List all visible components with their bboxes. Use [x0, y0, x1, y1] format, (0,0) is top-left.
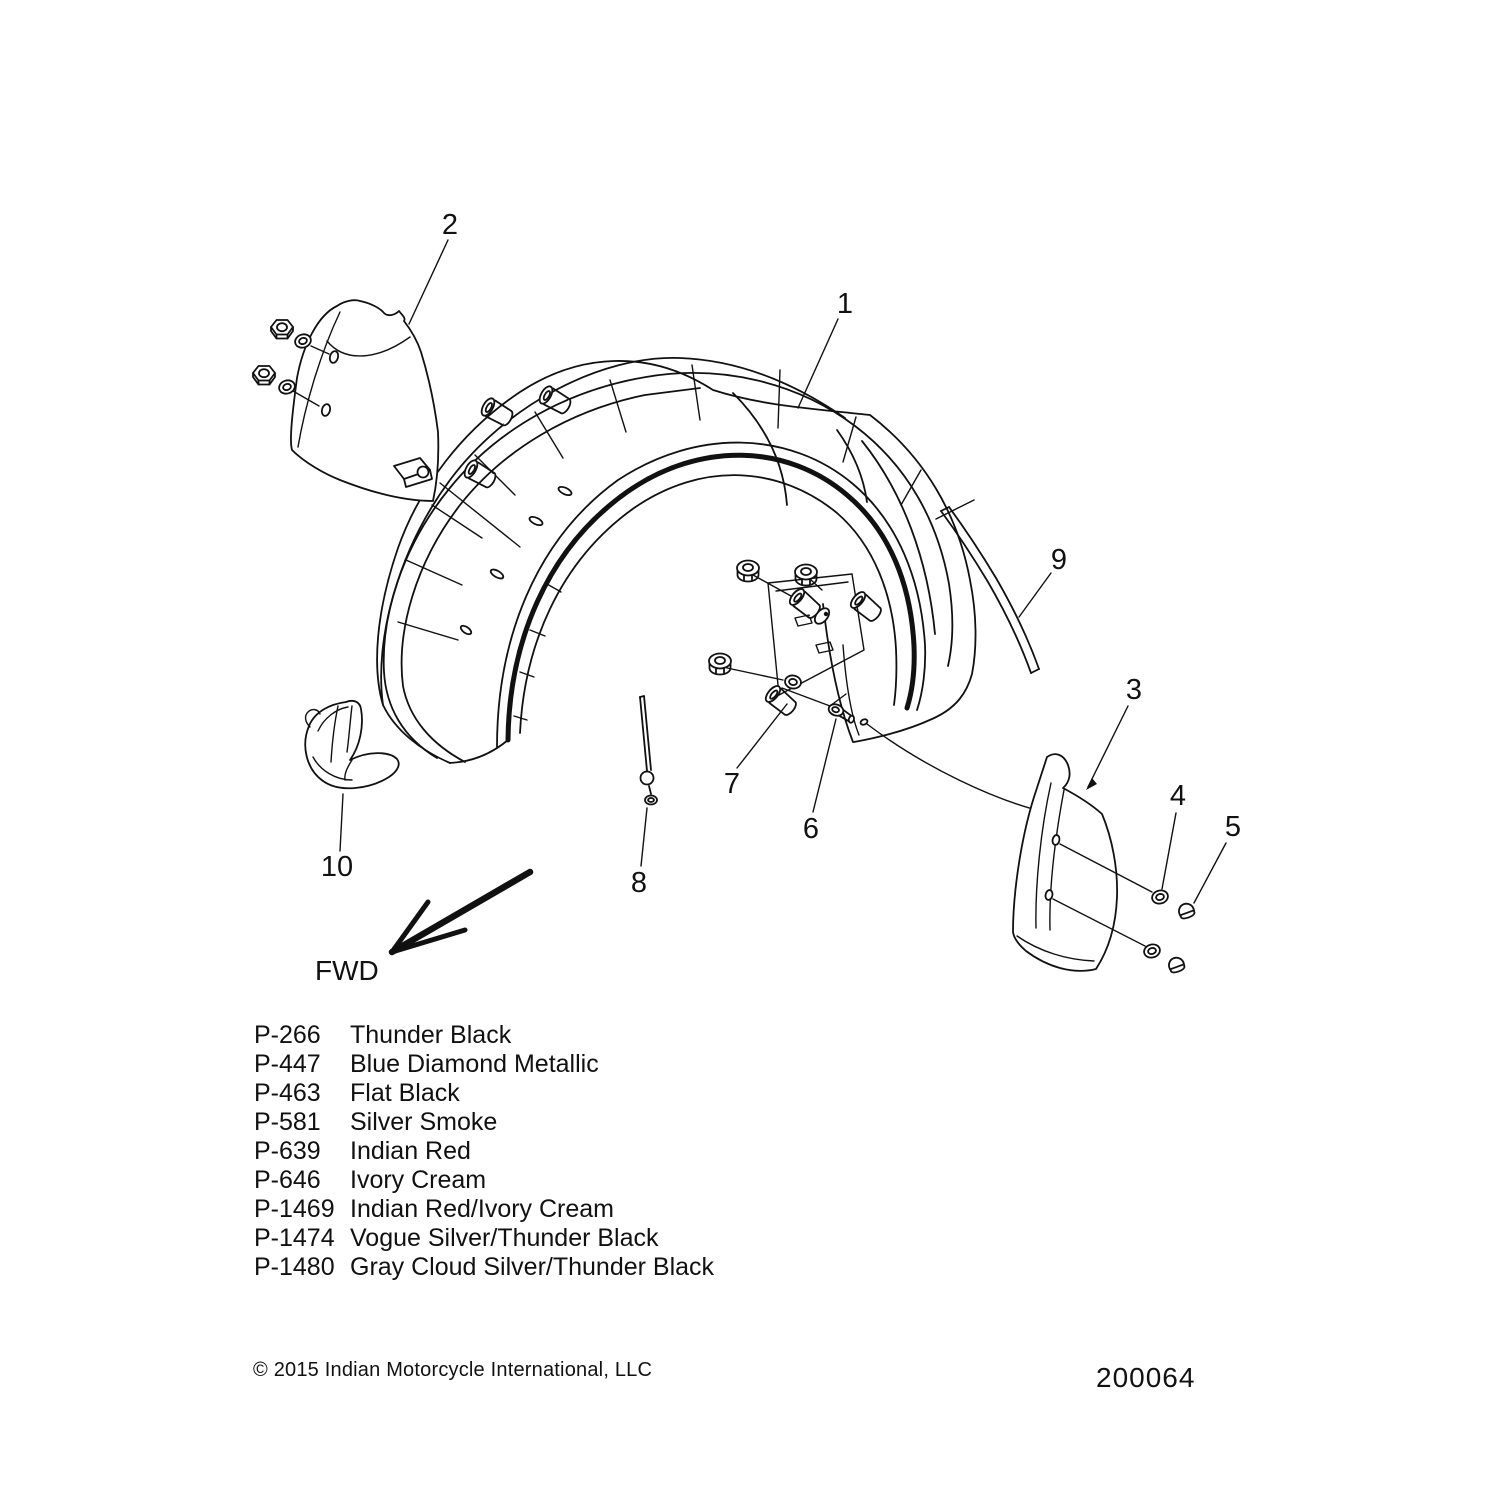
- color-name: Blue Diamond Metallic: [350, 1050, 599, 1078]
- svg-text:8: 8: [630, 867, 648, 899]
- color-code: P-266: [254, 1021, 321, 1049]
- closeout-panel-right: [1013, 754, 1117, 971]
- color-code: P-1474: [254, 1224, 335, 1252]
- callout-6: [803, 719, 836, 845]
- callout-7: [724, 704, 787, 800]
- acorn-nut-item5: [1177, 902, 1196, 920]
- color-name: Ivory Cream: [350, 1166, 487, 1194]
- flange-nut: [709, 654, 731, 675]
- svg-text:2: 2: [441, 209, 459, 241]
- color-option-row: [254, 1195, 714, 1224]
- color-code: P-1469: [254, 1195, 335, 1223]
- callout-3: [1086, 674, 1142, 790]
- callout-2: [409, 209, 458, 324]
- fwd-label: FWD: [315, 955, 379, 986]
- fender-tip-bracket: [305, 701, 398, 788]
- socket-bolt: [479, 396, 515, 428]
- svg-text:10: 10: [320, 851, 354, 883]
- callout-4: [1162, 780, 1186, 889]
- fender-section-lines: [398, 365, 921, 640]
- fender-outer-edge: [377, 361, 975, 763]
- color-option-row: [254, 1253, 714, 1282]
- color-name: Gray Cloud Silver/Thunder Black: [350, 1253, 715, 1281]
- color-code: P-463: [254, 1079, 321, 1107]
- color-code: P-447: [254, 1050, 321, 1078]
- svg-text:7: 7: [723, 768, 741, 800]
- svg-text:4: 4: [1169, 780, 1187, 812]
- color-code: P-1480: [254, 1253, 335, 1281]
- fender-lip-line: [384, 373, 953, 758]
- color-name: Vogue Silver/Thunder Black: [350, 1224, 659, 1252]
- color-name: Flat Black: [350, 1079, 460, 1107]
- color-option-row: [254, 1079, 714, 1108]
- color-code: P-646: [254, 1166, 321, 1194]
- hex-nut: [253, 366, 275, 385]
- fwd-indicator: [315, 872, 530, 986]
- svg-text:9: 9: [1050, 544, 1068, 576]
- color-option-row: [254, 1137, 714, 1166]
- color-options-list: [254, 1021, 714, 1282]
- svg-text:1: 1: [836, 288, 854, 320]
- color-name: Silver Smoke: [350, 1108, 498, 1136]
- color-option-row: [254, 1166, 714, 1195]
- callout-10: [321, 794, 353, 883]
- callout-8: [631, 808, 647, 899]
- color-code: P-639: [254, 1137, 321, 1165]
- color-name: Thunder Black: [350, 1021, 512, 1049]
- closeout-panel-left: [291, 300, 438, 501]
- callout-1: [798, 288, 853, 408]
- socket-bolt: [462, 458, 498, 490]
- color-option-row: [254, 1050, 714, 1079]
- sheet-number: 200064: [1096, 1362, 1196, 1393]
- fender-wheel-arch: [520, 475, 896, 733]
- svg-text:3: 3: [1125, 674, 1143, 706]
- socket-bolt: [848, 590, 884, 625]
- fender-mount-bracket: [768, 574, 864, 706]
- color-code: P-581: [254, 1108, 321, 1136]
- stay-rod: [640, 696, 657, 805]
- color-option-row: [254, 1108, 714, 1137]
- color-option-row: [254, 1224, 714, 1253]
- copyright-notice: © 2015 Indian Motorcycle International, LLC: [253, 1359, 653, 1381]
- acorn-nut-item5: [1167, 956, 1186, 974]
- washer-item4: [1143, 943, 1162, 960]
- fender-slot-holes: [459, 485, 572, 636]
- color-name: Indian Red/Ivory Cream: [350, 1195, 615, 1223]
- panel-right-outline: [1013, 754, 1117, 971]
- callouts: [321, 209, 1241, 903]
- washer-item4: [1151, 889, 1170, 906]
- fender-tip-bottom: [450, 740, 508, 763]
- color-option-row: [254, 1021, 714, 1050]
- color-name: Indian Red: [350, 1137, 471, 1165]
- rear-fender: [377, 358, 975, 763]
- detail-dot: [824, 612, 828, 616]
- flange-nut: [737, 561, 759, 582]
- callout-9: [1019, 544, 1067, 617]
- svg-text:5: 5: [1224, 811, 1242, 843]
- svg-text:6: 6: [802, 813, 820, 845]
- hex-nut: [271, 320, 293, 339]
- fwd-arrow-icon: [392, 872, 530, 952]
- flange-nut: [795, 565, 817, 586]
- washer: [277, 378, 296, 395]
- callout-5: [1194, 811, 1241, 903]
- center-hardware: [709, 561, 1044, 813]
- washer: [784, 674, 802, 690]
